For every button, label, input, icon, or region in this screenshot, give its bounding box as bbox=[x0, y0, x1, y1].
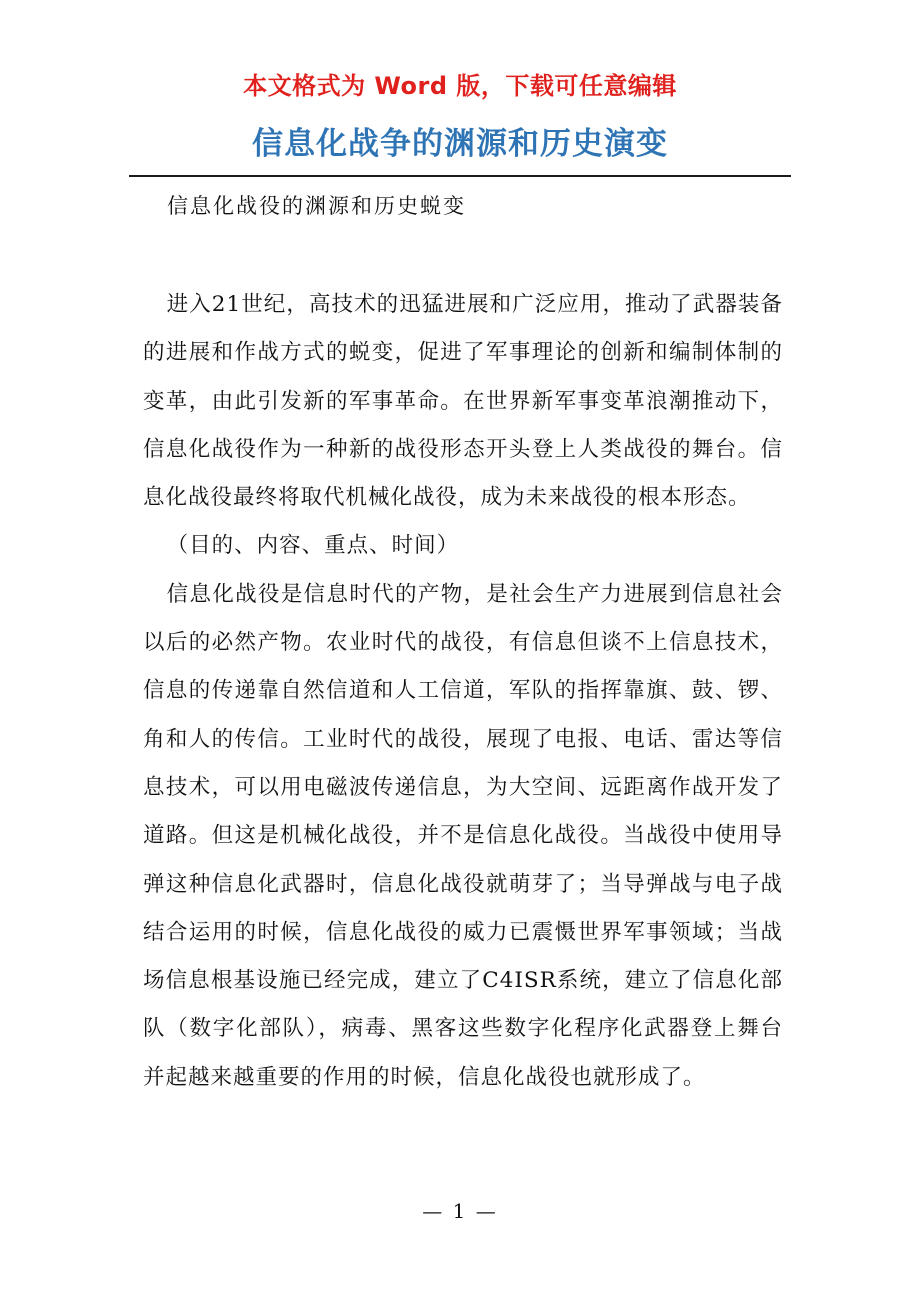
format-notice: 本文格式为 Word 版，下载可任意编辑 bbox=[243, 72, 677, 100]
document-body bbox=[143, 281, 783, 1102]
title-divider bbox=[129, 175, 791, 177]
document-title: 信息化战争的渊源和历史演变 bbox=[252, 126, 668, 162]
page-number: — 1 — bbox=[422, 1199, 498, 1223]
document-subtitle: 信息化战役的渊源和历史蜕变 bbox=[167, 194, 466, 218]
paragraph-intro: 进入21世纪，高技术的迅猛进展和广泛应用，推动了武器装备的进展和作战方式的蜕变，促进了军事理论的创新和编制体制的变革，由此引发新的军事革命。在世界新军事变革浪潮推动下，信息化战役作为一种新的战役形态开头登上人类战役的舞台。信息化战役最终将取代机械化战役，成为未来战役的根本形态。 bbox=[143, 292, 783, 511]
paragraph-origin: 信息化战役是信息时代的产物，是社会生产力进展到信息社会以后的必然产物。农业时代的战役，有信息但谈不上信息技术，信息的传递靠自然信道和人工信道，军队的指挥靠旗、鼓、锣、角和人的传信。工业时代的战役，展现了电报、电话、雷达等信息技术，可以用电磁波传递信息，为大空间、远距离作战开发了道路。但这是机械化战役，并不是信息化战役。当战役中使用导弹这种信息化武器时，信息化战役就萌芽了；当导弹战与电子战结合运用的时候，信息化战役的威力已震慑世界军事领域；当战场信息根基设施已经完成，建立了C4ISR系统，建立了信息化部队（数字化部队），病毒、黑客这些数字化程序化武器登上舞台并起越来越重要的作用的时候，信息化战役也就形成了。 bbox=[143, 581, 783, 1090]
paragraph-outline: （目的、内容、重点、时间） bbox=[166, 533, 460, 559]
